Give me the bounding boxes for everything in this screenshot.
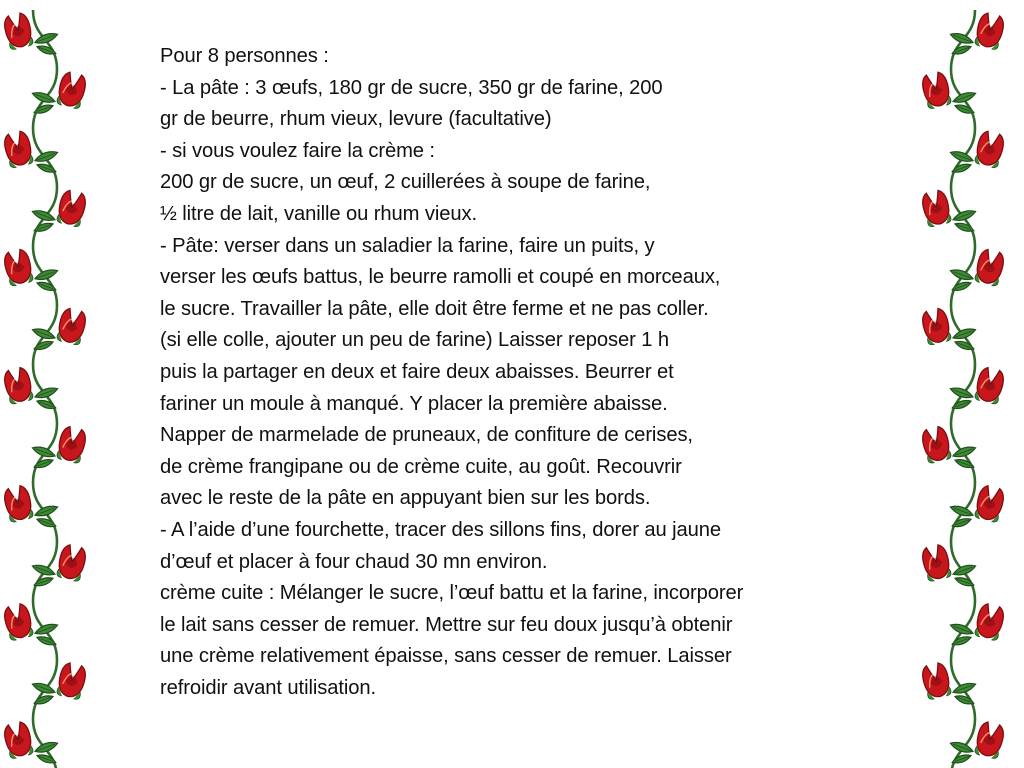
rose-bud-icon [920, 425, 952, 464]
leaf-icon [952, 208, 977, 223]
leaf-icon [949, 503, 974, 518]
recipe-line: le lait sans cesser de remuer. Mettre sur feu doux jusqu’à obtenir [160, 613, 733, 636]
leaf-icon [949, 149, 974, 164]
rose-bud-icon [974, 484, 1006, 523]
recipe-line: avec le reste de la pâte en appuyant bien sur les bords. [160, 487, 651, 510]
recipe-line: Napper de marmelade de pruneaux, de confiture de cerises, [160, 424, 693, 447]
recipe-line: d’œuf et placer à four chaud 30 mn environ. [160, 550, 548, 573]
leaf-icon [31, 208, 56, 223]
leaf-icon [949, 740, 974, 755]
rose-bud-icon [974, 721, 1006, 760]
recipe-line: - La pâte : 3 œufs, 180 gr de sucre, 350 gr de farine, 200 [160, 76, 663, 99]
recipe-line: - A l’aide d’une fourchette, tracer des sillons fins, dorer au jaune [160, 518, 722, 541]
leaf-icon [31, 681, 56, 696]
rose-bud-icon [920, 189, 952, 228]
leaf-icon [952, 562, 977, 577]
leaf-icon [952, 681, 977, 696]
recipe-line: refroidir avant utilisation. [160, 676, 377, 699]
recipe-line: (si elle colle, ajouter un peu de farine) Laisser reposer 1 h [160, 329, 669, 352]
rose-bud-icon [974, 602, 1006, 641]
left-rose-vine-icon [0, 0, 90, 768]
rose-bud-icon [56, 425, 88, 464]
rose-bud-icon [974, 248, 1006, 287]
leaf-icon [952, 326, 977, 341]
rose-bud-icon [2, 248, 34, 287]
rose-bud-icon [920, 661, 952, 700]
rose-bud-icon [2, 602, 34, 641]
rose-bud-icon [2, 721, 34, 760]
recipe-line: puis la partager en deux et faire deux abaisses. Beurrer et [160, 360, 674, 383]
rose-bud-icon [974, 366, 1006, 405]
leaf-icon [34, 503, 59, 518]
recipe-line: ½ litre de lait, vanille ou rhum vieux. [160, 202, 478, 225]
leaf-icon [952, 90, 977, 105]
recipe-line: gr de beurre, rhum vieux, levure (facultative) [160, 108, 552, 131]
leaf-icon [34, 740, 59, 755]
rose-bud-icon [974, 130, 1006, 169]
rose-bud-icon [2, 130, 34, 169]
leaf-icon [34, 149, 59, 164]
leaf-icon [31, 326, 56, 341]
leaf-icon [34, 621, 59, 636]
leaf-icon [31, 562, 56, 577]
rose-bud-icon [56, 307, 88, 346]
recipe-line: de crème frangipane ou de crème cuite, au goût. Recouvrir [160, 455, 682, 478]
recipe-line: 200 gr de sucre, un œuf, 2 cuillerées à soupe de farine, [160, 171, 651, 194]
leaf-icon [31, 90, 56, 105]
leaf-icon [949, 385, 974, 400]
recipe-line: fariner un moule à manqué. Y placer la première abaisse. [160, 392, 668, 415]
leaf-icon [952, 444, 977, 459]
leaf-icon [949, 621, 974, 636]
leaf-icon [34, 385, 59, 400]
leaf-icon [949, 31, 974, 46]
recipe-line: une crème relativement épaisse, sans cesser de remuer. Laisser [160, 645, 732, 668]
recipe-line: verser les œufs battus, le beurre ramolli et coupé en morceaux, [160, 266, 721, 289]
rose-bud-icon [2, 366, 34, 405]
rose-bud-icon [56, 71, 88, 110]
rose-bud-icon [2, 12, 34, 51]
recipe-line: le sucre. Travailler la pâte, elle doit être ferme et ne pas coller. [160, 297, 709, 320]
rose-bud-icon [56, 189, 88, 228]
recipe-text [160, 41, 920, 704]
leaf-icon [31, 444, 56, 459]
recipe-line: - Pâte: verser dans un saladier la farine, faire un puits, y [160, 234, 655, 257]
rose-bud-icon [974, 12, 1006, 51]
recipe-line: - si vous voulez faire la crème : [160, 139, 435, 162]
recipe-line: crème cuite : Mélanger le sucre, l’œuf battu et la farine, incorporer [160, 582, 744, 605]
leaf-icon [34, 31, 59, 46]
leaf-icon [34, 267, 59, 282]
rose-bud-icon [56, 543, 88, 582]
recipe-line: Pour 8 personnes : [160, 45, 329, 67]
rose-bud-icon [920, 71, 952, 110]
rose-bud-icon [56, 661, 88, 700]
right-rose-vine-icon [918, 0, 1008, 768]
rose-bud-icon [920, 307, 952, 346]
rose-bud-icon [2, 484, 34, 523]
leaf-icon [949, 267, 974, 282]
rose-bud-icon [920, 543, 952, 582]
